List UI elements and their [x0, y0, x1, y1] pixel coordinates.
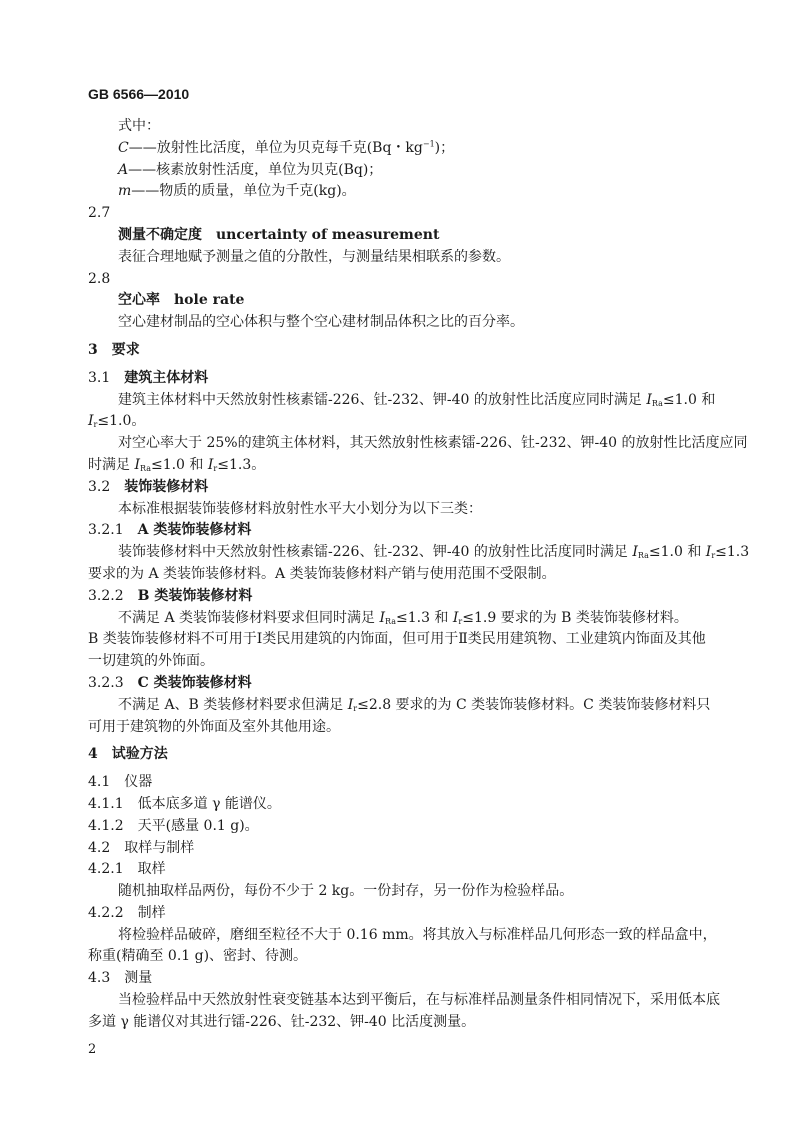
text-segment: ≤1.9 要求的为 B 类装饰装修材料。: [462, 609, 688, 626]
text-segment: 4.2 取样与制样: [88, 839, 195, 856]
section-heading: [88, 744, 718, 766]
text-segment: I: [134, 456, 140, 473]
text-line: [88, 520, 718, 542]
text-line: [88, 411, 718, 433]
text-segment: 要求的为 A 类装饰装修材料。A 类装饰装修材料产销与使用范围不受限制。: [88, 565, 556, 582]
text-segment: 4 试验方法: [88, 746, 168, 763]
subscript: r: [213, 463, 218, 473]
text-line: [88, 859, 718, 881]
paragraph-line: [88, 138, 718, 160]
text-segment: 4.1.1 低本底多道 γ 能谱仪。: [88, 795, 281, 812]
text-segment: I: [379, 609, 385, 626]
standard-number-header: GB 6566—2010: [88, 86, 190, 102]
text-segment: 3.1: [88, 369, 125, 386]
text-segment: I: [646, 391, 652, 408]
text-segment: 4.2.1 取样: [88, 861, 166, 878]
text-segment: B 类装饰装修材料: [137, 587, 253, 604]
text-segment: 当检验样品中天然放射性衰变链基本达到平衡后，在与标准样品测量条件相同情况下，采用低本底: [118, 992, 720, 1009]
text-segment: 建筑主体材料: [124, 369, 209, 386]
paragraph-line: [88, 629, 718, 651]
text-segment: 多道 γ 能谱仪对其进行镭-226、钍-232、钾-40 比活度测量。: [88, 1013, 476, 1030]
text-segment: ——放射性比活度，单位为贝克每千克(Bq・kg: [128, 139, 423, 156]
text-line: [88, 586, 718, 608]
paragraph-line: [88, 390, 718, 412]
text-segment: 时满足: [88, 456, 135, 473]
paragraph-line: [88, 181, 718, 203]
text-segment: 建筑主体材料中天然放射性核素镭-226、钍-232、钾-40 的放射性比活度应同时满足: [118, 391, 647, 408]
text-segment: 式中：: [118, 118, 160, 134]
subscript: Ra: [651, 398, 663, 408]
text-line: [88, 903, 718, 925]
document-body: [88, 116, 750, 1034]
text-line: [88, 455, 718, 477]
text-segment: m: [118, 183, 132, 200]
subscript: r: [711, 551, 716, 561]
text-line: [88, 794, 718, 816]
text-segment: 4.1.2 天平(感量 0.1 g)。: [88, 817, 259, 834]
text-segment: 3.2: [88, 478, 125, 495]
paragraph-line: [88, 881, 718, 903]
text-segment: ≤1.0。: [97, 413, 146, 430]
text-line: [88, 477, 718, 499]
text-line: [88, 368, 718, 390]
text-segment: C: [118, 139, 129, 156]
text-line: [88, 564, 718, 586]
paragraph-line: [88, 542, 750, 564]
text-segment: 装饰装修材料中天然放射性核素镭-226、钍-232、钾-40 的放射性比活度同时满足: [118, 544, 633, 561]
subscript: Ra: [385, 616, 396, 626]
text-segment: 不满足 A、B 类装修材料要求但满足: [118, 696, 348, 713]
text-line: [88, 651, 718, 673]
subscript: r: [458, 616, 463, 626]
text-segment: 4.1 仪器: [88, 774, 153, 791]
text-line: [88, 838, 718, 860]
subscript: Ra: [637, 551, 649, 561]
text-line: [88, 816, 718, 838]
paragraph-line: [88, 695, 718, 717]
text-segment: C 类装饰装修材料: [137, 674, 252, 691]
text-line: [88, 673, 718, 695]
text-segment: I: [207, 456, 214, 473]
text-segment: 将检验样品破碎，磨细至粒径不大于 0.16 mm。将其放入与标准样品几何形态一致的样品盒中，: [118, 926, 717, 943]
text-segment: ≤1.3。: [217, 456, 266, 473]
text-segment: ≤1.3 和: [395, 609, 453, 626]
text-segment: )；: [434, 139, 455, 156]
text-segment: 本标准根据装饰装修材料放射性水平大小划分为以下三类：: [118, 500, 482, 517]
text-segment: I: [347, 696, 354, 713]
paragraph-line: [88, 312, 718, 334]
paragraph-line: [88, 116, 718, 138]
text-segment: I: [88, 413, 94, 430]
text-segment: 3.2.1: [88, 522, 138, 539]
paragraph-line: [88, 499, 718, 521]
text-segment: 3.2.3: [88, 674, 138, 691]
text-segment: 表征合理地赋予测量之值的分散性，与测量结果相联系的参数。: [118, 248, 510, 265]
text-segment: 测量不确定度 uncertainty of measurement: [118, 226, 440, 243]
text-segment: 空心建材制品的空心体积与整个空心建材制品体积之比的百分率。: [118, 314, 524, 331]
paragraph-line: [88, 247, 718, 269]
text-segment: 2.7: [88, 205, 111, 222]
text-line: [88, 772, 718, 794]
text-segment: 空心率 hole rate: [118, 292, 245, 309]
paragraph-line: [88, 433, 748, 455]
text-segment: ≤1.0 和: [662, 391, 716, 408]
subscript: Ra: [139, 463, 151, 473]
text-segment: A: [118, 161, 129, 178]
text-segment: 随机抽取样品两份，每份不少于 2 kg。一份封存，另一份作为检验样品。: [118, 883, 574, 900]
text-segment: 对空心率大于 25%的建筑主体材料，其天然放射性核素镭-226、钍-232、钾-40 的放射性比活度应同: [118, 435, 748, 452]
text-line: [88, 269, 718, 291]
paragraph-line: [88, 160, 718, 182]
text-segment: A 类装饰装修材料: [137, 522, 252, 539]
page-number: 2: [88, 1042, 97, 1057]
text-segment: B 类装饰装修材料不可用于Ⅰ类民用建筑的内饰面，但可用于Ⅱ类民用建筑物、工业建筑内饰面及其他: [88, 631, 706, 648]
superscript: −1: [422, 139, 435, 149]
paragraph-line: [88, 925, 718, 947]
text-line: [88, 1012, 718, 1034]
text-segment: 不满足 A 类装饰装修材料要求但同时满足: [118, 609, 380, 626]
text-segment: 4.2.2 制样: [88, 904, 166, 921]
text-segment: 4.3 测量: [88, 970, 153, 987]
paragraph-line: [88, 990, 718, 1012]
text-segment: 一切建筑的外饰面。: [88, 653, 214, 670]
section-heading: [88, 340, 718, 362]
text-segment: ≤1.0 和: [648, 544, 706, 561]
text-line: [88, 717, 718, 739]
text-segment: 称重(精确至 0.1 g)、密封、待测。: [88, 948, 308, 965]
text-segment: 3 要求: [88, 341, 140, 358]
text-segment: 2.8: [88, 270, 111, 287]
text-segment: ≤1.3: [715, 544, 750, 561]
text-segment: 可用于建筑物的外饰面及室外其他用途。: [88, 718, 340, 735]
paragraph-line: [88, 225, 718, 247]
text-segment: ——核素放射性活度，单位为贝克(Bq)；: [128, 161, 383, 178]
text-segment: ≤2.8 要求的为 C 类装饰装修材料。C 类装饰装修材料只: [357, 696, 711, 713]
text-line: [88, 946, 718, 968]
text-segment: I: [705, 544, 712, 561]
subscript: r: [93, 420, 98, 430]
text-line: [88, 968, 718, 990]
text-segment: I: [452, 609, 459, 626]
text-segment: ≤1.0 和: [150, 456, 208, 473]
text-segment: 装饰装修材料: [124, 478, 209, 495]
paragraph-line: [88, 290, 718, 312]
text-segment: I: [632, 544, 638, 561]
text-segment: 3.2.2: [88, 587, 138, 604]
text-line: [88, 203, 718, 225]
subscript: r: [353, 703, 358, 713]
text-segment: ——物质的质量，单位为千克(kg)。: [131, 183, 356, 200]
paragraph-line: [88, 608, 718, 630]
